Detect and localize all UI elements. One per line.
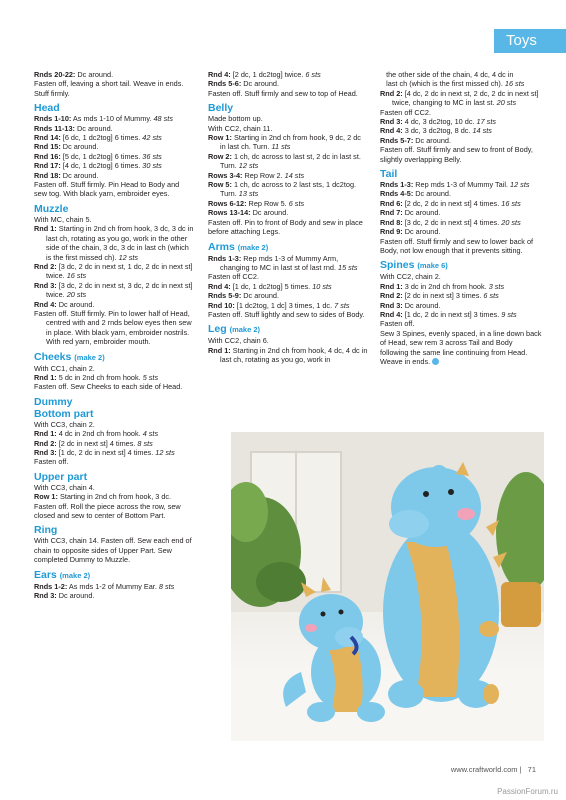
instruction-line: Rnds 1-2: As mds 1-2 of Mummy Ear. 8 sts	[34, 581, 175, 591]
instruction-line: Rnd 2: [2 dc in next st] 4 times. 8 sts	[34, 438, 153, 448]
instruction-line: Rnds 5-7: Dc around.	[380, 135, 451, 145]
instruction-line: Row 1: Starting in 2nd ch from hook, 3 dc. Fasten off. Roll the piece across the row, sew closed and sew to center of Bottom Part.	[34, 492, 181, 521]
instruction-line: Fasten off, leaving a short tail. Weave in ends. Stuff firmly.	[34, 79, 184, 98]
instruction-line: With CC3, chain 14. Fasten off. Sew each end of chain to opposite sides of Upper Part. Sew completed Dummy to Muzzle.	[34, 536, 192, 565]
instruction-line: Rnd 3: 4 dc, 3 dc2tog, 10 dc. 17 sts	[380, 117, 496, 127]
instruction-line: Rows 13-14: Dc around.	[208, 208, 289, 218]
instruction-line: Row 1: Starting in 2nd ch from hook, 9 dc, 2 dc in last ch. Turn. 11 sts	[208, 133, 361, 152]
instruction-line: Fasten off.	[380, 319, 415, 329]
instruction-line: Rnd 1: Starting in 2nd ch from hook, 3 dc, 3 dc in last ch, rotating as you go, work in the other side of the chain, 3 dc, 3 dc in last ch (which is the first missed ch). 12 sts	[34, 224, 194, 262]
instruction-line: Fasten off.	[34, 457, 69, 467]
instruction-line: Fasten off. Stuff lightly and sew to sides of Body.	[208, 309, 365, 319]
instruction-line: With MC, chain 5.	[34, 214, 92, 224]
section-heading: Spines (make 6)	[380, 259, 448, 272]
instruction-line: Row 5: 1 ch, dc across to 2 last sts, 1 dc2tog. Turn. 13 sts	[208, 180, 357, 199]
column-left	[34, 70, 194, 600]
instruction-line: Rnd 9: Dc around.	[380, 227, 441, 237]
instruction-line: Rnds 5-6: Dc around.	[208, 79, 279, 89]
instruction-line: Fasten off. Stuff firmly and sew to top of Head.	[208, 88, 358, 98]
instruction-line: Fasten off. Stuff firmly and sew to lower back of Body, not low enough that it prevents sitting.	[380, 236, 534, 255]
section-tab: Toys	[494, 29, 566, 53]
instruction-line: Sew 3 Spines, evenly spaced, in a line down back of Head, sew rem 3 across Tail and Body following the same line continuing from Head. Weave in ends.	[380, 328, 542, 366]
instruction-line: With CC2, chain 6.	[208, 336, 269, 346]
section-heading: Leg (make 2)	[208, 323, 261, 336]
instruction-line: Rnd 4: [1 dc, 2 dc in next st] 3 times. 9 sts	[380, 309, 517, 319]
instruction-line: Rnds 4-5: Dc around.	[380, 189, 451, 199]
instruction-line: Rnd 7: Dc around.	[380, 208, 441, 218]
section-heading: Upper part	[34, 470, 88, 483]
instruction-line: Rnd 3: [1 dc, 2 dc in next st] 4 times. 12 sts	[34, 448, 175, 457]
column-right	[380, 70, 542, 366]
instruction-line: Rnd 3: Dc around.	[380, 300, 441, 310]
instruction-line: Rnd 6: [2 dc, 2 dc in next st] 4 times. 16 sts	[380, 198, 521, 208]
footer-site: www.craftworld.com	[450, 765, 518, 774]
instruction-line: Fasten off. Sew Cheeks to each side of Head.	[34, 382, 183, 392]
instruction-line: Rnds 5-9: Dc around.	[208, 291, 279, 301]
section-heading: Cheeks (make 2)	[34, 350, 105, 363]
instruction-line: Rnd 10: [1 dc2tog, 1 dc] 3 times, 1 dc. 7 sts	[208, 300, 350, 310]
instruction-line: Rnd 4: 3 dc, 3 dc2tog, 8 dc. 14 sts	[380, 126, 492, 136]
instruction-line: Rnds 1-3: Rep mds 1-3 of Mummy Arm, changing to MC in last st of last rnd. 15 sts	[208, 253, 358, 272]
instruction-line: Rnd 4: [2 dc, 1 dc2tog] twice. 6 sts	[208, 70, 321, 79]
section-heading: Arms (make 2)	[208, 240, 269, 253]
instruction-line: Made bottom up.	[208, 114, 263, 124]
column-middle	[208, 70, 368, 365]
section-heading: Muzzle	[34, 202, 69, 215]
instruction-line: Rnd 4: Dc around.	[34, 299, 95, 309]
instruction-line: With CC2, chain 11.	[208, 123, 273, 133]
section-heading: Tail	[380, 168, 398, 181]
instruction-line: Row 2: 1 ch, dc across to last st, 2 dc in last st. Turn. 12 sts	[208, 151, 361, 171]
instruction-line: Rnd 2: [3 dc, 2 dc in next st, 1 dc, 2 dc in next st] twice. 16 sts	[34, 261, 193, 281]
instruction-line: Fasten off. Stuff firmly. Pin Head to Body and sew tog. With black yarn, embroider eyes.	[34, 180, 180, 199]
instruction-line: With CC1, chain 2.	[34, 363, 95, 373]
instruction-line: Rnds 1-10: As mds 1-10 of Mummy. 48 sts	[34, 114, 173, 124]
footer-separator: |	[519, 765, 522, 774]
instruction-line: Fasten off. Stuff firmly and sew to front of Body, slightly overlapping Belly.	[380, 145, 533, 164]
instruction-line: With CC2, chain 2.	[380, 272, 441, 282]
instruction-line: Rnd 3: [3 dc, 2 dc in next st, 3 dc, 2 dc in next st] twice. 20 sts	[34, 280, 193, 300]
instruction-line: Rnd 2: [2 dc in next st] 3 times. 6 sts	[380, 291, 499, 301]
instruction-line: Fasten off. Stuff firmly. Pin to lower half of Head, centred with and 2 rnds below eyes then sew in place. With black yarn, embroider nostrils. With red yarn, embroider mouth.	[34, 308, 192, 347]
instruction-line: Rnd 1: 3 dc in 2nd ch from hook. 3 sts	[380, 281, 505, 291]
section-heading: Ears (make 2)	[34, 568, 91, 581]
dragon-toys-photo	[231, 432, 544, 741]
instruction-line: Rnd 17: [4 dc, 1 dc2tog] 6 times. 30 sts	[34, 161, 162, 171]
watermark: PassionForum.ru	[497, 786, 558, 796]
instruction-line: With CC3, chain 2.	[34, 419, 95, 429]
instruction-line: Fasten off CC2.	[380, 107, 431, 117]
page-footer	[451, 765, 536, 774]
instruction-line: Fasten off. Pin to front of Body and sew in place before attaching Legs.	[208, 217, 363, 237]
section-heading: Ring	[34, 524, 58, 537]
instruction-line: Rnds 20-22: Dc around.	[34, 70, 114, 79]
instruction-line: Rnd 1: 4 dc in 2nd ch from hook. 4 sts	[34, 429, 159, 439]
instruction-line: Rnd 15: Dc around.	[34, 142, 99, 152]
section-heading: Head	[34, 102, 60, 115]
section-heading: Belly	[208, 102, 234, 115]
instruction-line: last ch (which is the first missed ch). 16 sts	[380, 79, 525, 89]
instruction-line: Rnd 2: [4 dc, 2 dc in next st, 2 dc, 2 dc in next st] twice, changing to MC in last st. 20 sts	[380, 88, 539, 108]
instruction-line: Rnds 11-13: Dc around.	[34, 123, 113, 133]
instruction-line: Rnd 3: Dc around.	[34, 591, 95, 601]
instruction-line: Rnd 14: [6 dc, 1 dc2tog] 6 times. 42 sts	[34, 133, 162, 143]
instruction-line: Rnd 1: 5 dc in 2nd ch from hook. 5 sts	[34, 372, 159, 382]
instruction-line: Rows 6-12: Rep Row 5. 6 sts	[208, 198, 305, 208]
instruction-line: Rnd 4: [1 dc, 1 dc2tog] 5 times. 10 sts	[208, 281, 332, 291]
instruction-line: Rnd 8: [3 dc, 2 dc in next st] 4 times. 20 sts	[380, 217, 521, 227]
page-number: 71	[527, 765, 536, 774]
instruction-line: With CC3, chain 4.	[34, 482, 95, 492]
instruction-line: Rows 3-4: Rep Row 2. 14 sts	[208, 170, 305, 180]
instruction-line: the other side of the chain, 4 dc, 4 dc in	[380, 70, 514, 79]
section-heading: Dummy Bottom part	[34, 395, 94, 420]
instruction-line: Fasten off CC2.	[208, 272, 259, 282]
instruction-line: Rnd 1: Starting in 2nd ch from hook, 4 dc, 4 dc in last ch, rotating as you go, work in	[208, 345, 368, 365]
instruction-line: Rnd 16: [5 dc, 1 dc2tog] 6 times. 36 sts	[34, 151, 162, 161]
instruction-line: Rnds 1-3: Rep mds 1-3 of Mummy Tail. 12 sts	[380, 180, 530, 190]
instruction-line: Rnd 18: Dc around.	[34, 170, 99, 180]
